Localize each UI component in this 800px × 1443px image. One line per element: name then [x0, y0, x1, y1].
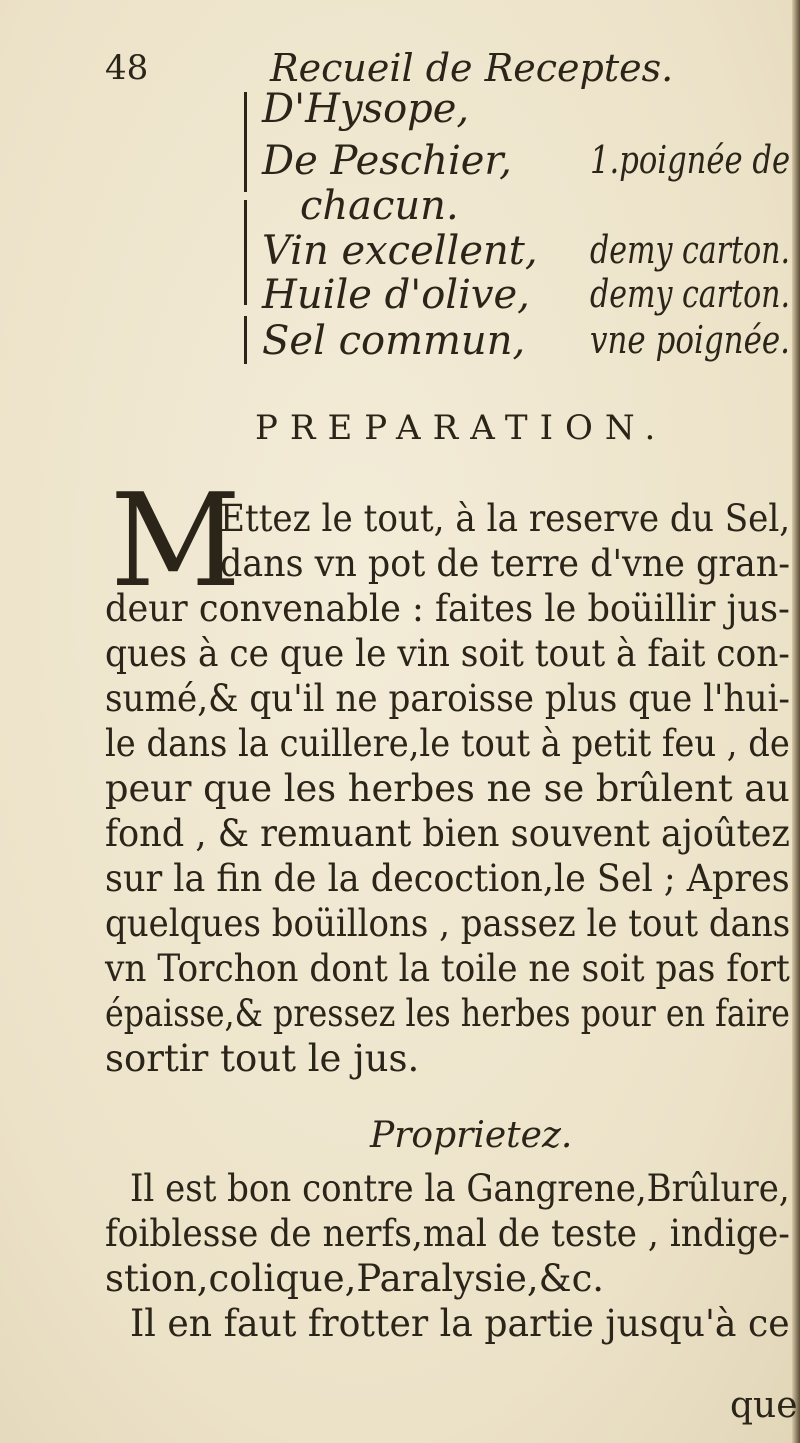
text-line: dans vn pot de terre d'vne gran- — [220, 542, 791, 585]
page-number: 48 — [105, 48, 149, 88]
page-edge — [792, 0, 800, 1443]
text-line: sortir tout le jus. — [105, 1037, 420, 1080]
text-line: vn Torchon dont la toile ne soit pas fort — [105, 947, 790, 990]
text-line: deur convenable : faites le boüillir jus- — [105, 587, 790, 630]
ingredient-name: D'Hysope, — [262, 86, 470, 132]
ingredient-name: De Peschier, — [262, 138, 512, 184]
ingredient-bracket-lower — [244, 316, 247, 364]
ingredient-name: chacun. — [300, 183, 459, 229]
text-line: Ettez le tout, à la reserve du Sel, — [220, 497, 791, 540]
running-title: Recueil de Receptes. — [270, 46, 674, 90]
ingredient-quantity: vne poignée. — [590, 318, 791, 362]
drop-cap: M — [110, 467, 242, 616]
text-line: quelques boüillons , passez le tout dans — [105, 902, 791, 945]
text-line: épaisse,& pressez les herbes pour en faire — [105, 992, 790, 1035]
text-line: sumé,& qu'il ne paroisse plus que l'hui- — [105, 677, 790, 720]
ingredient-quantity: demy carton. — [590, 272, 791, 316]
text-line: le dans la cuillere,le tout à petit feu , de — [105, 722, 790, 765]
ingredient-quantity: demy carton. — [590, 228, 791, 272]
text-line: ques à ce que le vin soit tout à fait con- — [105, 632, 790, 675]
ingredient-name: Huile d'olive, — [262, 272, 530, 318]
text-line: Il en faut frotter la partie jusqu'à ce — [130, 1302, 790, 1345]
ingredient-bracket-middle — [244, 200, 247, 305]
ingredient-quantity: 1.poignée de — [590, 138, 791, 182]
text-line: foiblesse de nerfs,mal de teste , indige- — [105, 1212, 790, 1255]
text-line: peur que les herbes ne se brûlent au — [105, 767, 790, 810]
properties-title: Proprietez. — [370, 1115, 573, 1156]
text-line: stion,colique,Paralysie,&c. — [105, 1257, 605, 1300]
catchword: que — [730, 1385, 798, 1426]
text-line: sur la fin de la decoction,le Sel ; Apres — [105, 857, 790, 900]
ingredient-bracket-upper — [244, 92, 247, 192]
preparation-title: PREPARATION. — [255, 408, 668, 448]
text-line: Il est bon contre la Gangrene,Brûlure, — [130, 1167, 790, 1210]
ingredient-name: Sel commun, — [262, 318, 526, 364]
text-line: fond , & remuant bien souvent ajoûtez — [105, 812, 790, 855]
ingredient-name: Vin excellent, — [262, 228, 538, 274]
